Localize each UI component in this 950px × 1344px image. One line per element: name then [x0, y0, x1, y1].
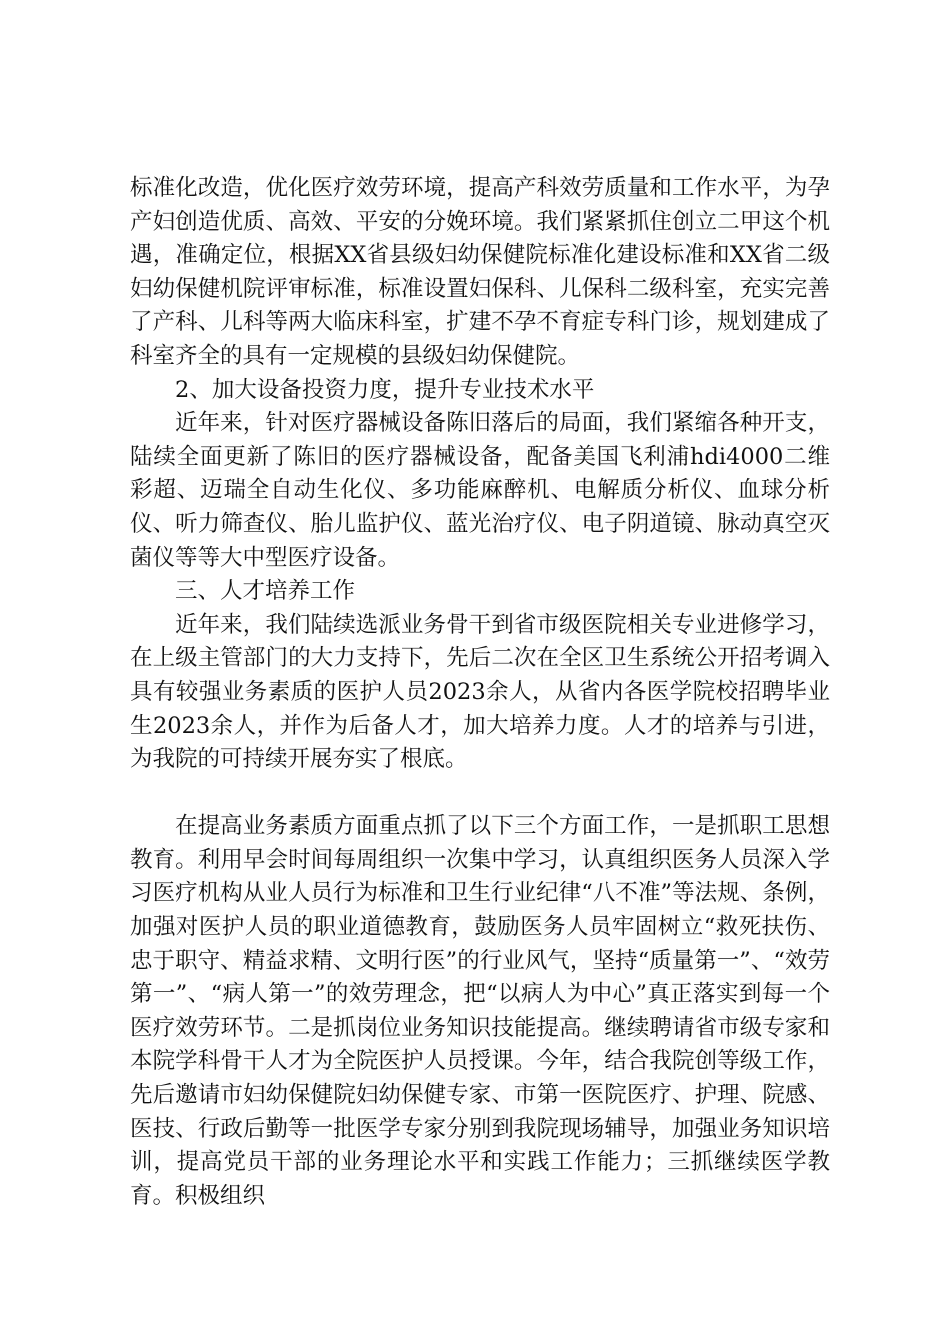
section-heading-talent: 三、人才培养工作	[175, 578, 356, 605]
paragraph-equipment: 近年来，针对医疗器械设备陈旧落后的局面，我们紧缩各种开支，陆续全面更新了陈旧的医疗器械设备，配备美国飞利浦hdi4000二维彩超、迈瑞全自动生化仪、多功能麻醉机、电解质分析仪、血球分析仪、听力筛查仪、胎儿监护仪、蓝光治疗仪、电子阴道镜、脉动真空灭菌仪等等大中型医疗设备。	[130, 410, 830, 571]
section-heading-equipment: 2、加大设备投资力度，提升专业技术水平	[175, 376, 595, 403]
document-body	[130, 172, 830, 1213]
paragraph-quality: 在提高业务素质方面重点抓了以下三个方面工作，一是抓职工思想教育。利用早会时间每周组织一次集中学习，认真组织医务人员深入学习医疗机构从业人员行为标准和卫生行业纪律“八不准”等法规、条例，加强对医护人员的职业道德教育，鼓励医务人员牢固树立“救死扶伤、忠于职守、精益求精、文明行医”的行业风气，坚持“质量第一”、“效劳第一”、“病人第一”的效劳理念，把“以病人为中心”真正落实到每一个医疗效劳环节。二是抓岗位业务知识技能提高。继续聘请省市级专家和本院学科骨干人才为全院医护人员授课。今年，结合我院创等级工作，先后邀请市妇幼保健院妇幼保健专家、市第一医院医疗、护理、院感、医技、行政后勤等一批医学专家分别到我院现场辅导，加强业务知识培训，提高党员干部的业务理论水平和实践工作能力；三抓继续医学教育。积极组织	[130, 813, 830, 1209]
paragraph-talent: 近年来，我们陆续选派业务骨干到省市级医院相关专业进修学习，在上级主管部门的大力支持下，先后二次在全区卫生系统公开招考调入具有较强业务素质的医护人员2023余人，从省内各医学院校招聘毕业生2023余人，并作为后备人才，加大培养力度。人才的培养与引进，为我院的可持续开展夯实了根底。	[130, 611, 830, 773]
paragraph-continuation: 标准化改造，优化医疗效劳环境，提高产科效劳质量和工作水平，为孕产妇创造优质、高效、平安的分娩环境。我们紧紧抓住创立二甲这个机遇，准确定位，根据XX省县级妇幼保健院标准化建设标准和XX省二级妇幼保健机院评审标准，标准设置妇保科、儿保科二级科室，充实完善了产科、儿科等两大临床科室，扩建不孕不育症专科门诊，规划建成了科室齐全的具有一定规模的县级妇幼保健院。	[130, 175, 830, 369]
paragraph-gap	[130, 777, 830, 811]
